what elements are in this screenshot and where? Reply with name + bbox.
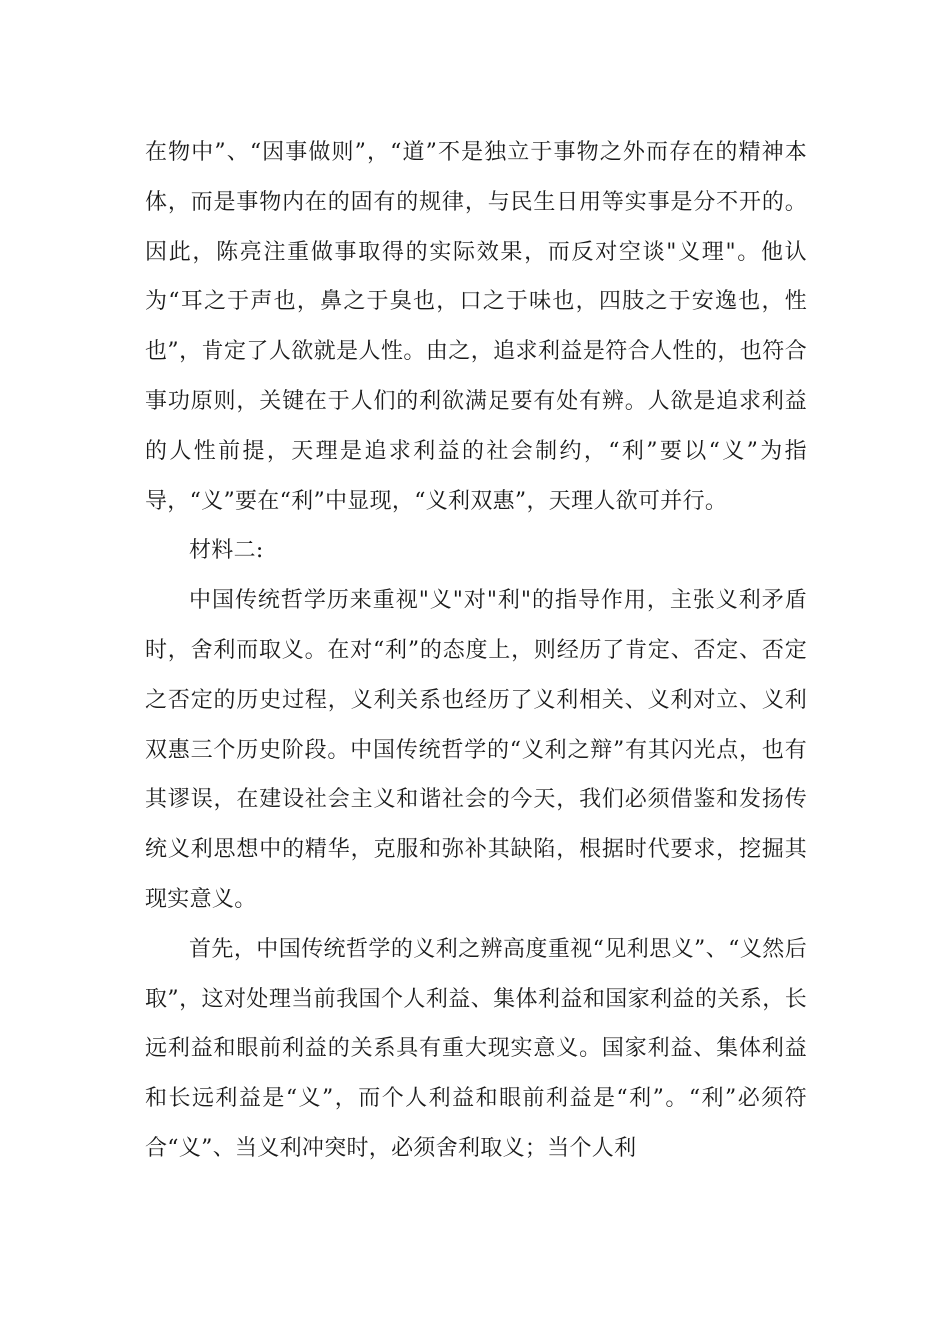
paragraph-material-heading: 材料二: xyxy=(189,538,264,564)
document-body xyxy=(145,128,807,1174)
paragraph-firstly: 首先，中国传统哲学的义利之辨高度重视“见利思义”、“义然后取”，这对处理当前我国个人利益、集体利益和国家利益的关系，长远利益和眼前利益的关系具有重大现实意义。国家利益、集体利益和长远利益是“义”，而个人利益和眼前利益是“利”。“利”必须符合“义”、当义利冲突时，必须舍利取义；当个人利 xyxy=(145,936,807,1161)
paragraph-material-two: 中国传统哲学历来重视"义"对"利"的指导作用，主张义利矛盾时，舍利而取义。在对“利”的态度上，则经历了肯定、否定、否定之否定的历史过程，义利关系也经历了义利相关、义利对立、义利双惠三个历史阶段。中国传统哲学的“义利之辩”有其闪光点，也有其谬误，在建设社会主义和谐社会的今天，我们必须借鉴和发扬传统义利思想中的精华，克服和弥补其缺陷，根据时代要求，挖掘其现实意义。 xyxy=(145,588,807,912)
paragraph-continuation: 在物中”、“因事做则”，“道”不是独立于事物之外而存在的精神本体，而是事物内在的固有的规律，与民生日用等实事是分不开的。因此，陈亮注重做事取得的实际效果，而反对空谈"义理"。他认为“耳之于声也，鼻之于臭也，口之于味也，四肢之于安逸也，性也”，肯定了人欲就是人性。由之，追求利益是符合人性的，也符合事功原则，关键在于人们的利欲满足要有处有辨。人欲是追求利益的人性前提，天理是追求利益的社会制约，“利”要以“义”为指导，“义”要在“利”中显现，“义利双惠”，天理人欲可并行。 xyxy=(145,140,807,514)
